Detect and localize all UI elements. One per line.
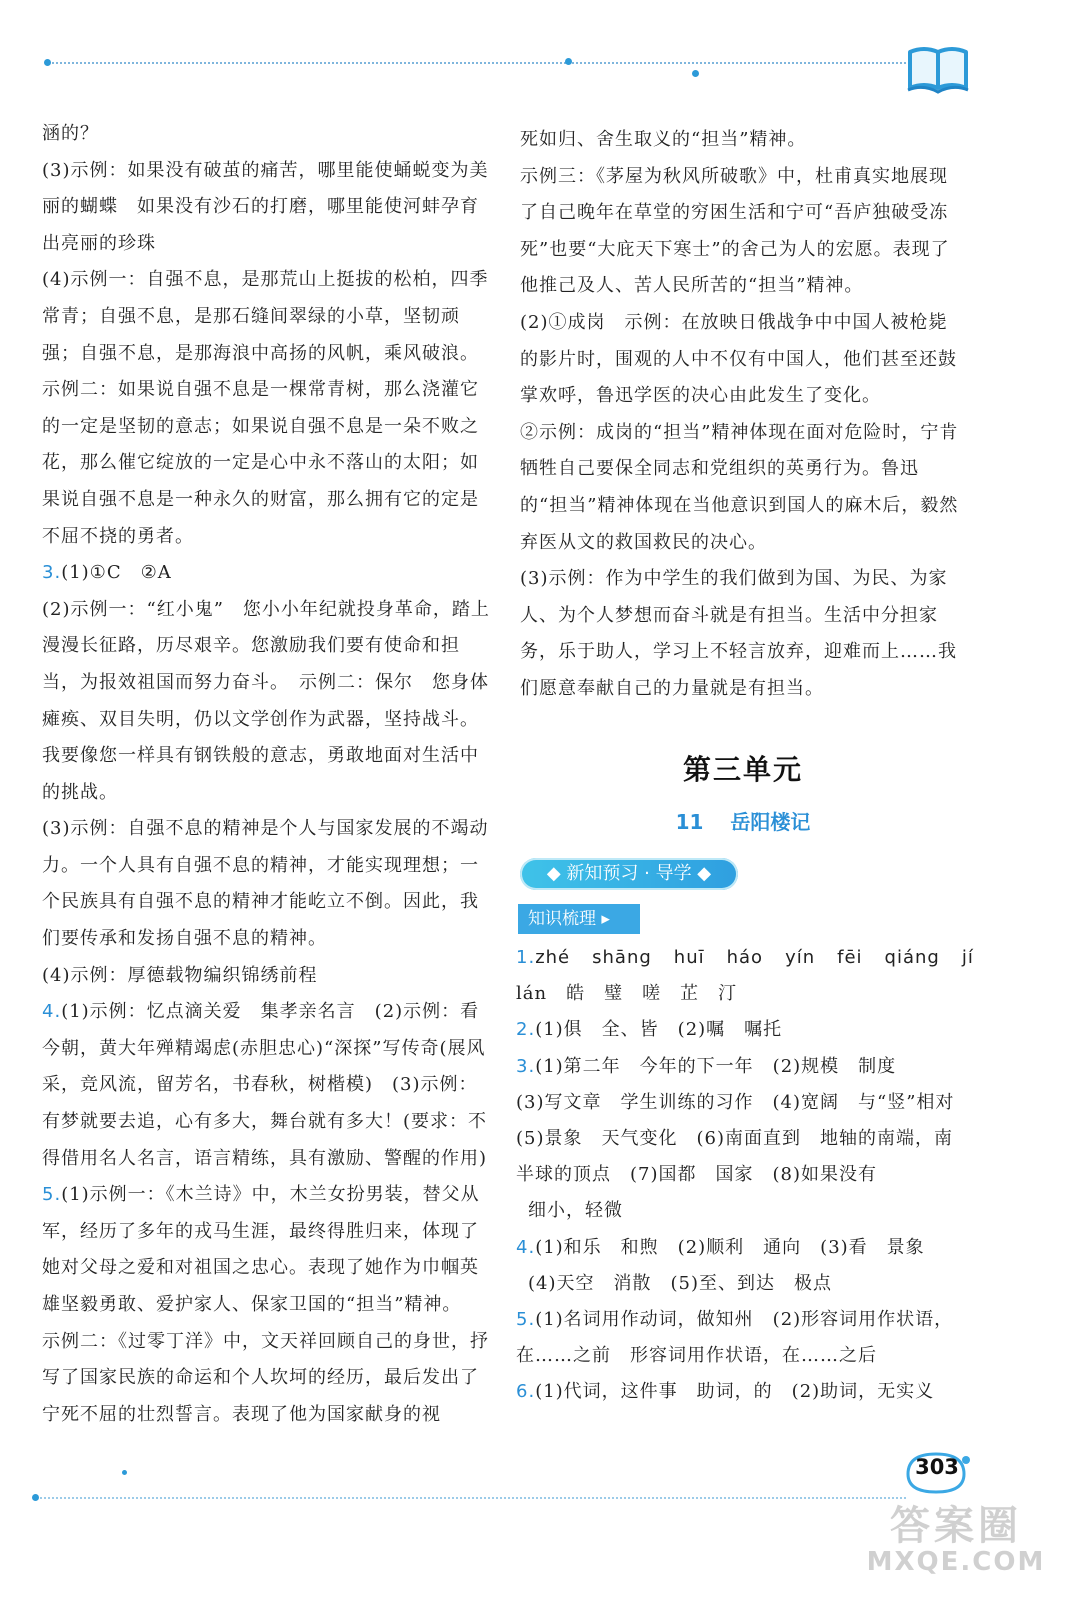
left-paragraph: (3)示例：自强不息的精神是个人与国家发展的不竭动力。一个人具有自强不息的精神，才能实现理想；一个民族具有自强不息的精神才能屹立不倒。因此，我们要传承和发扬自强不息的精神。: [42, 818, 489, 950]
footer-dot: [122, 1470, 127, 1475]
left-paragraph: 3.(1)①C ②A: [42, 562, 172, 584]
pinyin-item: shāng: [592, 947, 652, 968]
pinyin-item: háo: [726, 947, 764, 968]
unit-title: 第三单元: [682, 753, 803, 786]
answer-item: 6.(1)代词，这件事 助词，的 (2)助词，无实义: [516, 1381, 935, 1403]
right-paragraph: (2)①成岗 示例：在放映日俄战争中中国人被枪毙的影片时，围观的人中不仅有中国人，他们甚至还鼓掌欢呼，鲁迅学医的决心由此发生了变化。: [520, 311, 957, 407]
left-paragraph: 涵的？: [42, 123, 99, 144]
item-number: 4.: [42, 1001, 62, 1023]
left-paragraph: (4)示例一：自强不息，是那荒山上挺拔的松柏，四季常青；自强不息，是那石缝间翠绿的小草，坚韧顽强；自强不息，是那海浪中高扬的风帆，乘风破浪。 示例二：如果说自强不息是一棵常青树，那么浇灌它的一定是坚韧的意志；如果说自强不息是一朵不败之花，那么催它绽放的一定是心中永不落山的太阳；如果说自强不息是一种永久的财富，那么拥有它的定是不屈不挠的勇者。: [42, 269, 489, 547]
pinyin-item: huī: [673, 947, 705, 968]
item-number: 1.: [516, 947, 536, 968]
footer-dotted-line: [36, 1497, 906, 1499]
header-dot: [692, 70, 699, 77]
pinyin-item: jí: [961, 947, 974, 968]
item-number: 5.: [516, 1309, 536, 1331]
item-number: 3.: [516, 1055, 536, 1077]
left-paragraph: (4)示例：厚德载物编织锦绣前程: [42, 964, 318, 986]
answer-item: 4.(1)和乐 和煦 (2)顺利 通向 (3)看 景象: [516, 1236, 925, 1258]
left-paragraph: 4.(1)示例：忆点滴关爱 集孝亲名言 (2)示例：看今朝，黄大年殚精竭虑(赤胆忠心)“深探”写传奇(展风采，竞风流，留芳名，书春秋，树楷模) (3)示例：有梦就要去追，心有多大，舞台就有多大！(要求：不得借用名人名言，语言精练，具有激励、警醒的作用): [42, 1001, 488, 1169]
open-book-icon: [906, 42, 970, 94]
header-dotted-line: [48, 62, 910, 64]
pinyin-row: [516, 940, 974, 976]
header-dot: [565, 58, 572, 65]
watermark-url: MXQE.COM: [866, 1547, 1046, 1577]
pinyin-item: fēi: [837, 947, 863, 968]
right-column: [520, 122, 966, 708]
lesson-number: 11: [675, 810, 704, 834]
item-number: 6.: [516, 1381, 536, 1403]
right-paragraph: 示例三：《茅屋为秋风所破歌》中，杜甫真实地展现了自己晚年在草堂的穷困生活和宁可“吾庐独破受冻死”也要“大庇天下寒士”的舍己为人的宏愿。表现了他推己及人、苦人民所苦的“担当”精神。: [520, 165, 950, 297]
header-dot: [44, 59, 51, 66]
section-banner: ◆ 新知预习 · 导学 ◆: [520, 858, 738, 890]
section-tag: 知识梳理 ▸: [518, 904, 640, 934]
answer-item: (3)写文章 学生训练的习作 (4)宽阔 与“竖”相对 (5)景象 天气变化 (6)南面直到 地轴的南端，南半球的顶点 (7)国都 国家 (8)如果没有: [516, 1091, 974, 1186]
answer-item: 3.(1)第二年 今年的下一年 (2)规模 制度: [516, 1055, 897, 1077]
pinyin-item: qiáng: [884, 947, 940, 968]
left-paragraph: (2)示例一：“红小鬼” 您小小年纪就投身革命，踏上漫漫长征路，历尽艰辛。您激励我们要有使命和担当，为报效祖国而努力奋斗。 示例二：保尔 您身体瘫痪、双目失明，仍以文学创作为武器，坚持战斗。我要像您一样具有钢铁般的意志，勇敢地面对生活中的挑战。: [42, 598, 490, 803]
pinyin-row-2: lán 皓 璧 嗟 芷 汀: [516, 983, 738, 1005]
answer-item: 5.(1)名词用作动词，做知州 (2)形容词用作状语，在……之前 形容词用作状语，在……之后: [516, 1309, 954, 1367]
page-number: 303: [915, 1455, 959, 1479]
left-paragraph: 5.(1)示例一：《木兰诗》中，木兰女扮男装，替父从军，经历了多年的戎马生涯，最终得胜归来，体现了她对父母之爱和对祖国之忠心。表现了她作为巾帼英雄坚毅勇敢、爱护家人、保家卫国的“担当”精神。 示例二：《过零丁洋》中，文天祥回顾自己的身世，抒写了国家民族的命运和个人坎坷的经历，最后发出了宁死不屈的壮烈誓言。表现了他为国家献身的视: [42, 1184, 489, 1425]
watermark: [866, 1504, 1046, 1576]
left-column: [42, 116, 490, 1433]
footer-dot: [32, 1494, 39, 1501]
lesson-title: [520, 806, 966, 835]
left-paragraph: (3)示例：如果没有破茧的痛苦，哪里能使蛹蜕变为美丽的蝴蝶 如果没有沙石的打磨，哪里能使河蚌孕育出亮丽的珍珠: [42, 159, 489, 254]
right-paragraph: ②示例：成岗的“担当”精神体现在面对危险时，宁肯牺牲自己要保全同志和党组织的英勇行为。鲁迅的“担当”精神体现在当他意识到国人的麻木后，毅然弃医从文的救国救民的决心。: [520, 421, 959, 553]
answer-list: [516, 940, 974, 1411]
item-number: 3.: [42, 562, 62, 584]
pinyin-item: yín: [785, 947, 816, 968]
lesson-name: 岳阳楼记: [730, 810, 811, 834]
answer-item: 2.(1)俱 全、皆 (2)嘱 嘱托: [516, 1019, 783, 1041]
item-number: 2.: [516, 1019, 536, 1041]
pinyin-item: zhé: [535, 947, 571, 968]
item-number: 4.: [516, 1236, 536, 1258]
answer-item: (4)天空 消散 (5)至、到达 极点: [528, 1272, 832, 1294]
item-number: 5.: [42, 1184, 62, 1206]
right-paragraph: (3)示例：作为中学生的我们做到为国、为民、为家人、为个人梦想而奋斗就是有担当。生活中分担家务，乐于助人，学习上不轻言放弃，迎难而上……我们愿意奉献自己的力量就是有担当。: [520, 568, 957, 699]
right-paragraph: 死如归、舍生取义的“担当”精神。: [520, 129, 807, 150]
watermark-logo-text: 答案圈: [890, 1503, 1022, 1549]
answer-item: 细小，轻微: [528, 1200, 623, 1222]
